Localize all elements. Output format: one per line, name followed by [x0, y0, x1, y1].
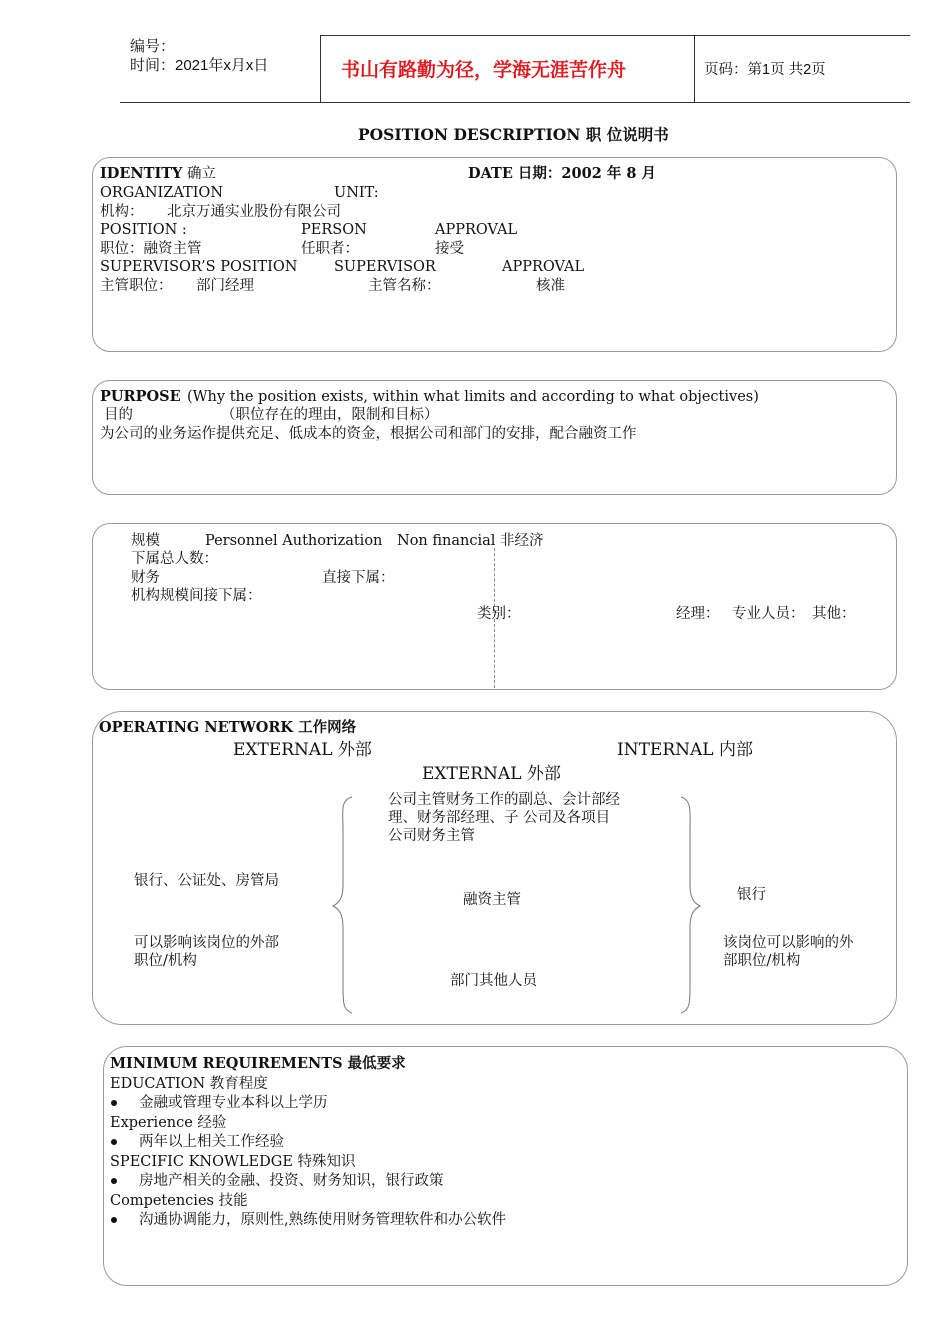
- education-bullet: [111, 1100, 117, 1106]
- internal-top-line-1: 公司主管财务工作的副总、会计部经: [388, 792, 620, 808]
- supervisor-name-label: 主管名称：: [368, 278, 441, 294]
- purpose-text: 为公司的业务运作提供充足、低成本的资金，根据公司和部门的安排，配合融资工作: [100, 426, 637, 442]
- identity-heading: IDENTITY: [100, 165, 183, 182]
- left-brace: [333, 797, 352, 1013]
- scale-label: 规模: [131, 533, 160, 549]
- competencies-bullet: [111, 1217, 117, 1223]
- doc-time-label: 时间：2021年x月x日: [130, 57, 269, 74]
- right-note-line-1: 该岗位可以影响的外: [723, 935, 854, 951]
- knowledge-label: SPECIFIC KNOWLEDGE 特殊知识: [110, 1154, 356, 1170]
- purpose-cn-subtitle: （职位存在的理由，限制和目标）: [221, 407, 439, 423]
- category-label: 类别：: [477, 606, 521, 622]
- page-title: POSITION DESCRIPTION 职 位说明书: [358, 125, 669, 144]
- supervisor-label: SUPERVISOR: [334, 259, 436, 275]
- left-note-line-1: 可以影响该岗位的外部: [134, 935, 279, 951]
- person-label: PERSON: [301, 222, 367, 238]
- direct-subordinates-label: 直接下属：: [322, 570, 395, 586]
- education-item: 金融或管理专业本科以上学历: [139, 1095, 328, 1111]
- purpose-heading: PURPOSE: [100, 388, 181, 405]
- finance-label: 财务: [131, 570, 160, 586]
- bottom-internal: 部门其他人员: [450, 973, 537, 989]
- non-financial-label: Non financial 非经济: [397, 533, 544, 549]
- position-label: POSITION :: [100, 222, 187, 238]
- organization-label: ORGANIZATION: [100, 185, 224, 201]
- right-external-org: 银行: [737, 887, 766, 903]
- purpose-subtitle: (Why the position exists, within what limits and according to what objectives): [187, 389, 759, 405]
- organization-value: 北京万通实业股份有限公司: [167, 204, 341, 220]
- center-position: 融资主管: [463, 892, 521, 908]
- professional-label: 专业人员：: [732, 606, 805, 622]
- network-heading: OPERATING NETWORK 工作网络: [99, 719, 357, 736]
- right-brace: [681, 797, 700, 1013]
- network-external-left: EXTERNAL 外部: [233, 740, 372, 760]
- incumbent-label: 任职者：: [301, 241, 359, 257]
- knowledge-bullet: [111, 1178, 117, 1184]
- organization-cn-label: 机构：: [100, 204, 144, 220]
- internal-top-line-2: 理、财务部经理、子 公司及各项目: [388, 810, 611, 826]
- supervisor-position-value: 部门经理: [196, 278, 254, 294]
- manager-label: 经理：: [676, 606, 720, 622]
- doc-number-label: 编号：: [130, 38, 176, 55]
- unit-label: UNIT:: [334, 185, 379, 201]
- internal-top-line-3: 公司财务主管: [388, 828, 475, 844]
- page-info: 页码：第1页 共2页: [704, 62, 826, 78]
- identity-date: DATE 日期：2002 年 8 月: [468, 165, 657, 182]
- accept-label: 接受: [435, 241, 464, 257]
- experience-item: 两年以上相关工作经验: [139, 1134, 284, 1150]
- competencies-label: Competencies 技能: [110, 1193, 248, 1209]
- education-label: EDUCATION 教育程度: [110, 1076, 268, 1092]
- approval2-label: APPROVAL: [502, 259, 585, 275]
- competencies-item: 沟通协调能力，原则性,熟练使用财务管理软件和办公软件: [139, 1212, 507, 1228]
- right-note-line-2: 部职位/机构: [723, 953, 801, 969]
- requirements-heading: MINIMUM REQUIREMENTS 最低要求: [110, 1055, 406, 1072]
- purpose-cn-heading: 目的: [104, 407, 133, 423]
- identity-heading-cn: 确立: [187, 166, 216, 182]
- network-external-center: EXTERNAL 外部: [422, 764, 561, 784]
- supervisor-position-label: SUPERVISOR’S POSITION: [100, 259, 298, 275]
- left-note-line-2: 职位/机构: [134, 953, 197, 969]
- personnel-authorization-label: Personnel Authorization: [205, 533, 383, 549]
- knowledge-item: 房地产相关的金融、投资、财务知识，银行政策: [139, 1173, 444, 1189]
- supervisor-position-cn: 主管职位：: [100, 278, 173, 294]
- approval-label: APPROVAL: [435, 222, 518, 238]
- experience-label: Experience 经验: [110, 1115, 227, 1131]
- total-subordinates-label: 下属总人数：: [131, 551, 218, 567]
- indirect-subordinates-label: 机构规模间接下属：: [131, 588, 262, 604]
- network-internal-right: INTERNAL 内部: [617, 740, 753, 760]
- approve-cn-label: 核准: [536, 278, 565, 294]
- header-motto: 书山有路勤为径，学海无涯苦作舟: [341, 59, 627, 81]
- other-label: 其他：: [812, 606, 856, 622]
- position-cn-value: 职位：融资主管: [100, 241, 202, 257]
- left-external-orgs: 银行、公证处、房管局: [134, 873, 279, 889]
- experience-bullet: [111, 1139, 117, 1145]
